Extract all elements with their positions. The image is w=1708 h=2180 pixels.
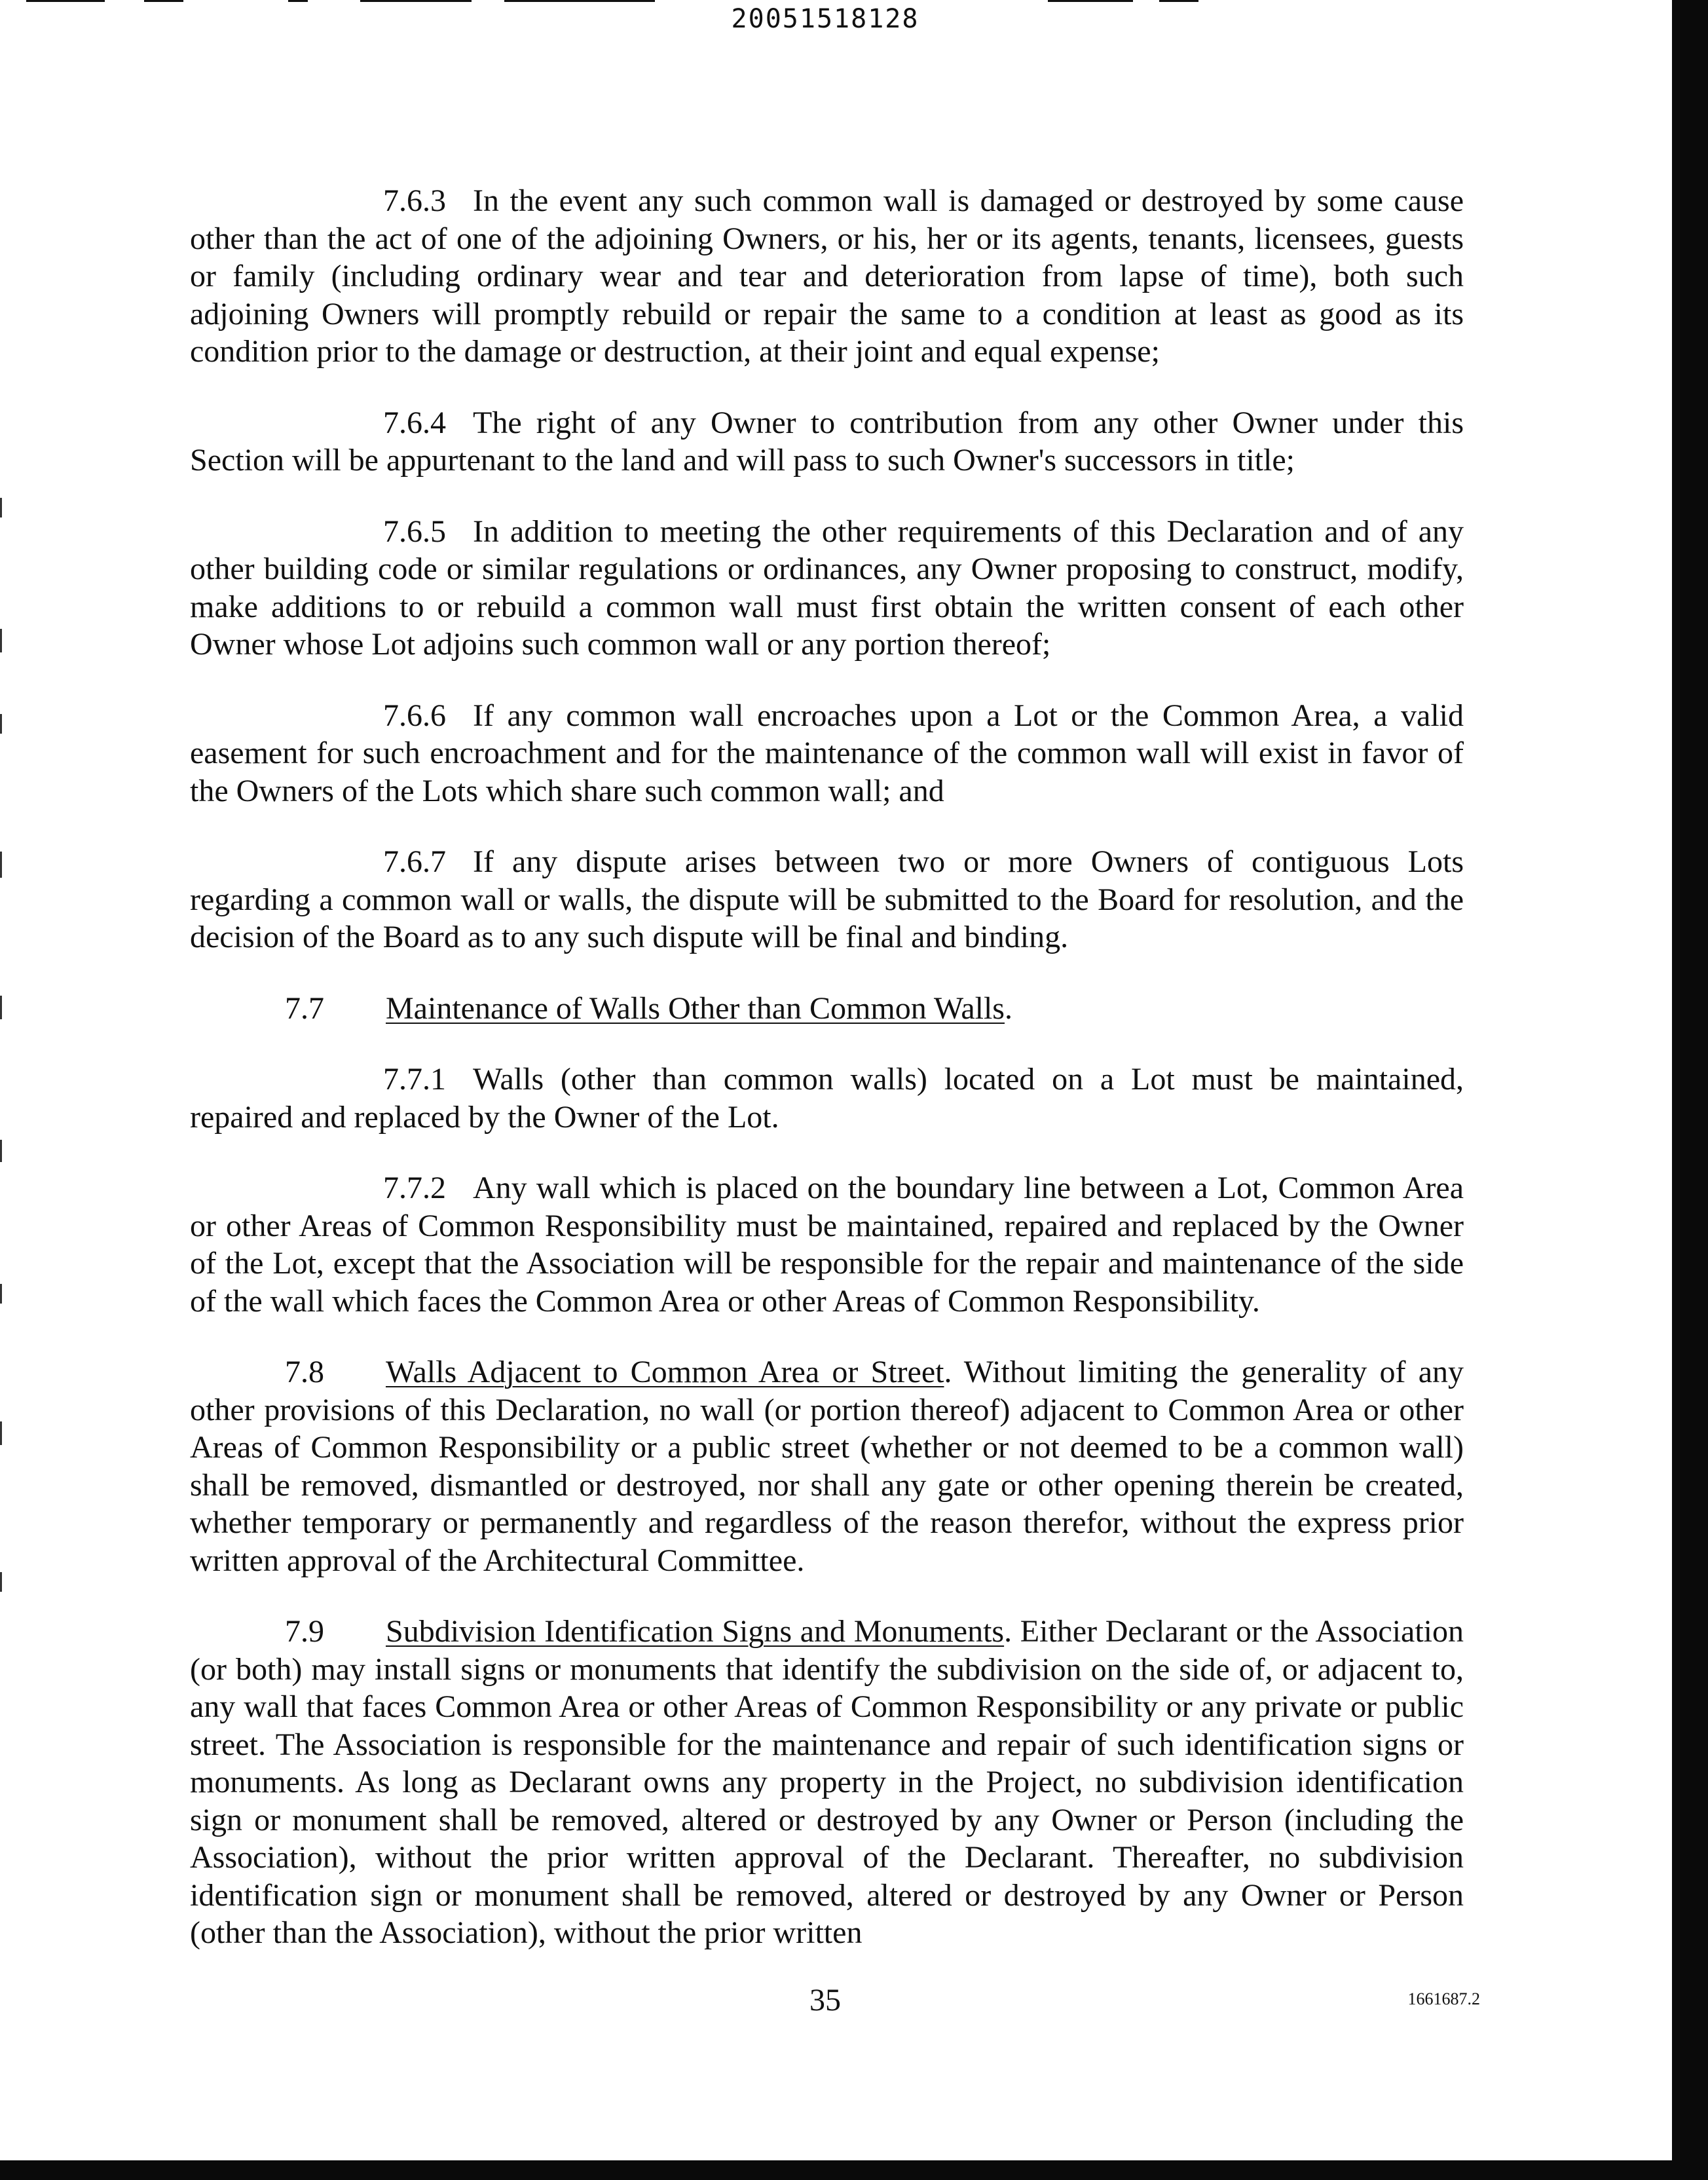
scan-line (360, 0, 472, 2)
paragraph-number: 7.6.7 (383, 844, 446, 879)
margin-tick (0, 996, 2, 1019)
scan-line (1048, 0, 1133, 2)
paragraph-7-6-7 (190, 843, 1464, 956)
document-reference: 1661687.2 (1407, 1989, 1480, 2008)
paragraph-number: 7.7.2 (383, 1171, 446, 1205)
paragraph-7-6-5 (190, 513, 1464, 664)
section-title: Subdivision Identification Signs and Monuments (386, 1614, 1005, 1649)
section-number: 7.7 (285, 990, 324, 1026)
paragraph-number: 7.6.3 (383, 183, 446, 218)
section-7-8 (190, 1353, 1464, 1579)
paragraph-number: 7.6.4 (383, 405, 446, 440)
paragraph-7-6-6 (190, 697, 1464, 810)
margin-tick (0, 1572, 2, 1592)
scan-line (288, 0, 308, 2)
margin-tick (0, 1284, 2, 1304)
paragraph-text: In addition to meeting the other requirements of this Declaration and of any other building code or similar regulations or ordinances, any Owner proposing to construct, modify, make additions to or rebuild a common wall must first obtain the written consent of each other Owner whose Lot adjoins such common wall or any portion thereof; (190, 514, 1464, 662)
section-title-suffix: . (1004, 990, 1012, 1026)
document-id-header: 20051518128 (731, 4, 919, 34)
scan-line (1159, 0, 1198, 2)
scan-line (504, 0, 655, 2)
paragraph-number: 7.6.5 (383, 514, 446, 549)
paragraph-text: Walls (other than common walls) located on a Lot must be maintained, repaired and replaced by the Owner of the Lot. (190, 1062, 1464, 1135)
section-number: 7.9 (285, 1614, 324, 1649)
page-number: 35 (809, 1983, 841, 2018)
section-text: . Either Declarant or the Association (or both) may install signs or monuments that identify the subdivision on the side of, or adjacent to, any wall that faces Common Area or other Areas of Common Responsibility or any private or public street. The Association is responsible for the maintenance and repair of such identification signs or monuments. As long as Declarant owns any property in the Project, no subdivision identification sign or monument shall be removed, altered or destroyed by any Owner or Person (including the Association), without the prior written approval of the Declarant. Thereafter, no subdivision identification sign or monument shall be removed, altered or destroyed by any Owner or Person (other than the Association), without the prior written (190, 1614, 1464, 1950)
scan-line (26, 0, 105, 2)
margin-tick (0, 498, 2, 517)
section-7-9 (190, 1613, 1464, 1952)
paragraph-number: 7.6.6 (383, 698, 446, 733)
margin-tick (0, 629, 2, 652)
paragraph-number: 7.7.1 (383, 1062, 446, 1097)
section-title: Walls Adjacent to Common Area or Street (386, 1355, 944, 1389)
section-title: Maintenance of Walls Other than Common Walls (386, 990, 1005, 1026)
paragraph-text: In the event any such common wall is damaged or destroyed by some cause other than the act of one of the adjoining Owners, or his, her or its agents, tenants, licensees, guests or family (including ordinary wear and tear and deterioration from lapse of time), both such adjoining Owners will promptly rebuild or repair the same to a condition at least as good as its condition prior to the damage or destruction, at their joint and equal expense; (190, 183, 1464, 369)
document-body (190, 182, 1464, 1952)
paragraph-7-7-1 (190, 1061, 1464, 1136)
section-number: 7.8 (285, 1355, 324, 1389)
margin-tick (0, 1140, 2, 1162)
scan-bottom-edge (0, 2160, 1708, 2180)
scan-line (144, 0, 183, 2)
paragraph-text: If any common wall encroaches upon a Lot or the Common Area, a valid easement for such encroachment and for the maintenance of the common wall will exist in favor of the Owners of the Lots which share such common wall; and (190, 698, 1464, 808)
paragraph-7-6-4 (190, 404, 1464, 479)
margin-tick (0, 1421, 2, 1445)
paragraph-text: Any wall which is placed on the boundary line between a Lot, Common Area or other Areas of Common Responsibility must be maintained, repaired and replaced by the Owner of the Lot, except that the Association will be responsible for the repair and maintenance of the side of the wall which faces the Common Area or other Areas of Common Responsibility. (190, 1171, 1464, 1319)
section-7-7-heading (190, 990, 1464, 1028)
margin-tick (0, 852, 2, 878)
margin-tick (0, 714, 2, 734)
scan-right-edge (1672, 0, 1708, 2180)
paragraph-7-6-3 (190, 182, 1464, 371)
paragraph-7-7-2 (190, 1169, 1464, 1320)
paragraph-text: If any dispute arises between two or more Owners of contiguous Lots regarding a common wall or walls, the dispute will be submitted to the Board for resolution, and the decision of the Board as to any such dispute will be final and binding. (190, 844, 1464, 954)
section-text: . Without limiting the generality of any other provisions of this Declaration, no wall (or portion thereof) adjacent to Common Area or other Areas of Common Responsibility or a public street (whether or not deemed to be a common wall) shall be removed, dismantled or destroyed, nor shall any gate or other opening therein be created, whether temporary or permanently and regardless of the reason therefor, without the express prior written approval of the Architectural Committee. (190, 1355, 1464, 1578)
paragraph-text: The right of any Owner to contribution from any other Owner under this Section will be appurtenant to the land and will pass to such Owner's successors in title; (190, 405, 1464, 478)
